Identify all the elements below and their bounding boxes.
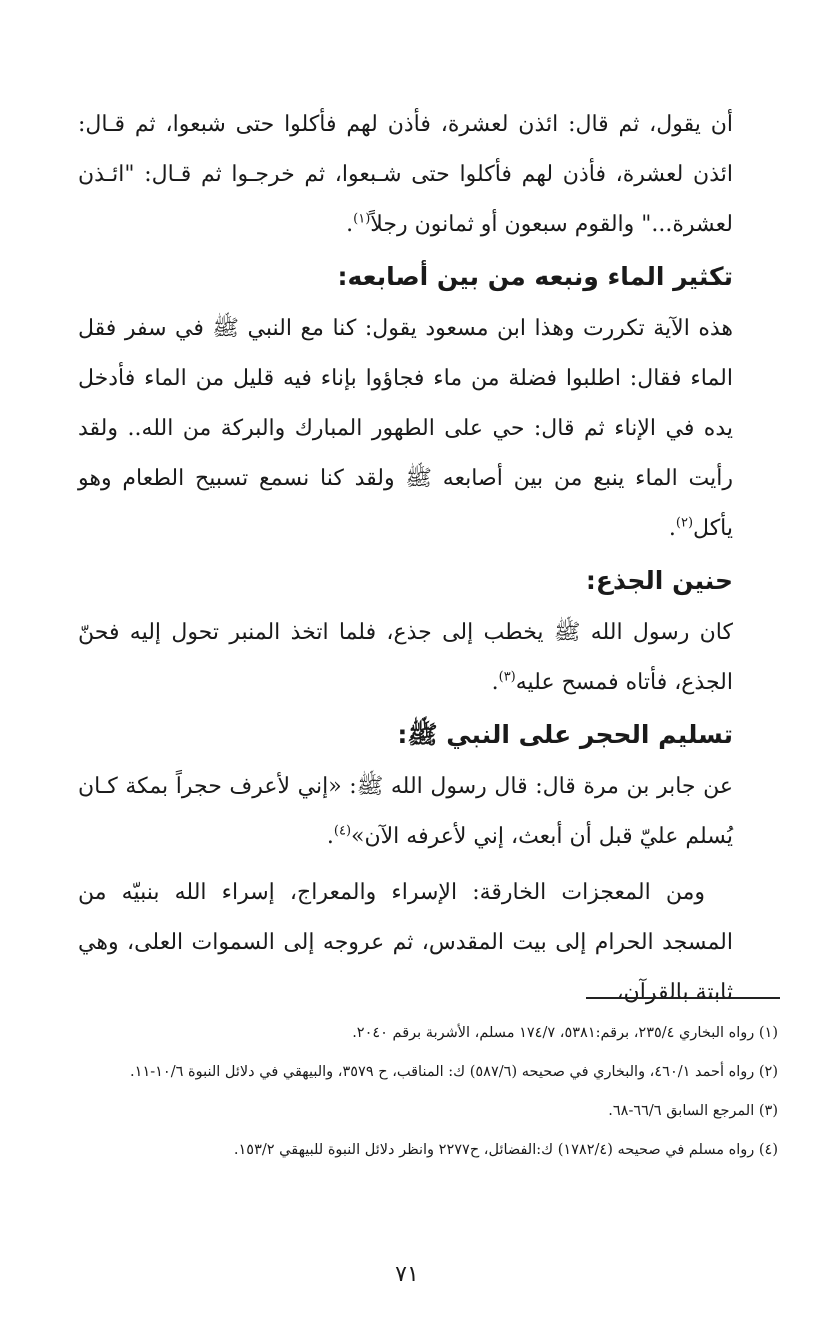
page-number: ٧١ <box>395 1262 419 1287</box>
footnote-1: (١) رواه البخاري ٢٣٥/٤، برقم:٥٣٨١، ١٧٤/٧ مسلم، الأشربة برقم ٢٠٤٠. <box>352 1025 778 1041</box>
paragraph-trunk-yearning: كان رسول الله ﷺ يخطب إلى جذع، فلما اتخذ المنبر تحول إليه فحنّ الجذع، فأتاه فمسح عليه$^{(٣)}$. <box>78 620 733 695</box>
paragraph-isra-miraj: ومن المعجزات الخارقة: الإسراء والمعراج، إسراء الله بنبيّه من المسجد الحرام إلى بيت المقدس، ثم عروجه إلى السموات العلى، وهي ثابتة بالقرآن، <box>78 880 733 1005</box>
paragraph-feeding-miracle: أن يقول، ثم قال: ائذن لعشرة، فأذن لهم فأكلوا حتى شبعوا، ثم قـال: ائذن لعشرة، فأذن لهم فأكلوا حتى شـبعوا، ثم خرجـوا ثم قـال: "ائـذن لعشرة..." والقوم سبعون أو ثمانون رجلاً$^{(١)}$. <box>78 112 733 237</box>
footnotes <box>78 1018 778 1174</box>
footnote-separator <box>586 997 780 999</box>
footnote-3: (٣) المرجع السابق ٦٦/٦-٦٨. <box>608 1103 778 1119</box>
footnote-2: (٢) رواه أحمد ٤٦٠/١، والبخاري في صحيحه (٥٨٧/٦) ك: المناقب، ح ٣٥٧٩، والبيهقي في دلائل النبوة ١٠/٦-١١. <box>130 1064 778 1080</box>
main-text <box>78 100 733 1018</box>
footnote-4: (٤) رواه مسلم في صحيحه (١٧٨٢/٤) ك:الفضائل، ح٢٢٧٧ وانظر دلائل النبوة للبيهقي ١٥٣/٢. <box>233 1142 778 1158</box>
paragraph-water-miracle: هذه الآية تكررت وهذا ابن مسعود يقول: كنا مع النبي ﷺ في سفر فقل الماء فقال: اطلبوا فضلة من ماء فجاؤوا بإناء فيه قليل من الماء فأدخل يده في الإناء ثم قال: حي على الطهور المبارك والبركة من الله.. ولقد رأيت الماء ينبع من بين أصابعه ﷺ ولقد كنا نسمع تسبيح الطعام وهو يأكل$^{(٢)}$. <box>78 316 733 541</box>
footnote-ref-3[interactable]: (٣) <box>498 669 516 685</box>
footnote-ref-4[interactable]: (٤) <box>333 823 352 839</box>
paragraph-stone-greeting: عن جابر بن مرة قال: قال رسول الله ﷺ: «إني لأعرف حجراً بمكة كـان يُسلم عليّ قبل أن أبعث، إني لأعرفه الآن»$^{(٤)}$. <box>78 774 733 849</box>
footnote-ref-2[interactable]: (٢) <box>675 515 694 531</box>
heading-stone-greeting: تسليم الحجر على النبي ﷺ: <box>397 720 733 749</box>
footnote-ref-1[interactable]: (١) <box>353 211 371 227</box>
heading-water-miracle: تكثير الماء ونبعه من بين أصابعه: <box>337 262 733 291</box>
heading-trunk-yearning: حنين الجذع: <box>585 566 733 595</box>
